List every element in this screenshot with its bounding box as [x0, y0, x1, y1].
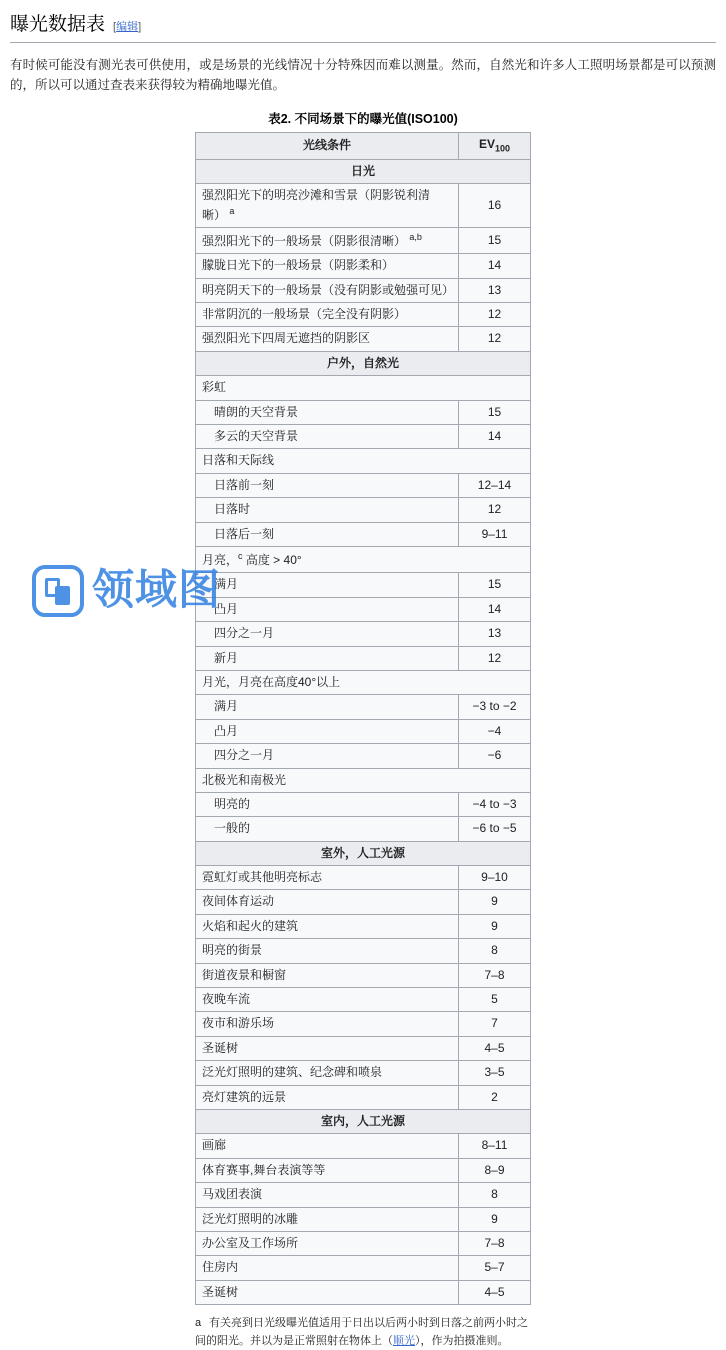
condition-cell	[196, 817, 459, 841]
condition-cell	[196, 792, 459, 816]
ev-value-cell: 8	[458, 1183, 530, 1207]
footnote-text-pre: 有关亮到日光级曝光值适用于日出以后两小时到日落之前两小时之间的阳光。并以为是正常照射在物体上（	[195, 1317, 528, 1347]
table-group-header	[196, 841, 531, 865]
table-row	[196, 914, 531, 938]
condition-cell	[196, 866, 459, 890]
table-row	[196, 1134, 531, 1158]
footnote-mark: a	[195, 1317, 202, 1330]
ev-value-cell: 9–11	[458, 522, 530, 546]
condition-cell	[196, 988, 459, 1012]
row-label: 月亮，	[202, 552, 239, 567]
condition-cell	[196, 1280, 459, 1304]
condition-cell	[196, 278, 459, 302]
row-label: 住房内	[202, 1260, 239, 1275]
table-subgroup-header	[196, 376, 531, 400]
ev-value-cell: 13	[458, 622, 530, 646]
row-label: 体育赛事,舞台表演等等	[202, 1162, 326, 1177]
condition-cell	[196, 1158, 459, 1182]
condition-cell	[196, 939, 459, 963]
ev-value-cell: 8	[458, 939, 530, 963]
row-label: 强烈阳光下的一般场景（阴影很清晰）	[202, 233, 407, 248]
condition-cell	[196, 1134, 459, 1158]
table-row	[196, 622, 531, 646]
row-label: 一般的	[214, 821, 251, 836]
row-label: 圣诞树	[202, 1284, 239, 1299]
condition-cell	[196, 327, 459, 351]
table-row	[196, 744, 531, 768]
row-label: 月光，月亮在高度40°以上	[202, 674, 341, 689]
footnote-marker: a,b	[409, 231, 422, 242]
footnote-item	[195, 1315, 531, 1350]
condition-cell	[196, 400, 459, 424]
column-header-ev	[458, 133, 530, 159]
table-row	[196, 425, 531, 449]
table-row	[196, 498, 531, 522]
table-row	[196, 1036, 531, 1060]
ev-value-cell: 12–14	[458, 473, 530, 497]
table-row	[196, 184, 531, 228]
ev-value-cell: 9–10	[458, 866, 530, 890]
table-row	[196, 817, 531, 841]
condition-cell	[196, 254, 459, 278]
row-label: 夜晚车流	[202, 992, 251, 1007]
condition-cell	[196, 498, 459, 522]
table-header-row	[196, 133, 531, 159]
ev-value-cell: 7–8	[458, 1231, 530, 1255]
condition-cell	[196, 1183, 459, 1207]
table-row	[196, 695, 531, 719]
table-row	[196, 254, 531, 278]
table-row	[196, 646, 531, 670]
ev-value-cell: 16	[458, 184, 530, 228]
table-row	[196, 303, 531, 327]
table-row	[196, 351, 531, 375]
ev-value-cell: 12	[458, 303, 530, 327]
row-label: 夜间体育运动	[202, 894, 275, 909]
ev-value-cell: 2	[458, 1085, 530, 1109]
row-label: 凸月	[214, 601, 239, 616]
table-subgroup-header	[196, 768, 531, 792]
table-row	[196, 522, 531, 546]
table-row	[196, 1280, 531, 1304]
table-row	[196, 841, 531, 865]
row-label: 凸月	[214, 723, 239, 738]
row-label: 非常阴沉的一般场景（完全没有阴影）	[202, 307, 407, 322]
table-row	[196, 1061, 531, 1085]
ev-value-cell: 9	[458, 1207, 530, 1231]
row-label: 日落后一刻	[214, 526, 275, 541]
row-label: 办公室及工作场所	[202, 1235, 299, 1250]
condition-cell	[196, 914, 459, 938]
table-row	[196, 227, 531, 253]
row-label: 日落和天际线	[202, 453, 275, 468]
condition-cell	[196, 425, 459, 449]
row-label: 街道夜景和橱窗	[202, 967, 287, 982]
row-label: 圣诞树	[202, 1040, 239, 1055]
condition-cell	[196, 1085, 459, 1109]
table-group-header	[196, 351, 531, 375]
table-row	[196, 449, 531, 473]
edit-bracket-close: ]	[138, 21, 142, 33]
condition-cell	[196, 473, 459, 497]
edit-section-link[interactable]: 编辑	[116, 21, 139, 33]
table-row	[196, 327, 531, 351]
condition-cell	[196, 227, 459, 253]
condition-cell	[196, 522, 459, 546]
table-row	[196, 159, 531, 183]
row-label: 户外，自然光	[326, 355, 399, 370]
condition-cell	[196, 622, 459, 646]
edit-section-link-wrap	[113, 17, 141, 35]
row-label: 火焰和起火的建筑	[202, 918, 299, 933]
condition-cell	[196, 1061, 459, 1085]
table-row	[196, 546, 531, 572]
table-row	[196, 400, 531, 424]
condition-cell	[196, 1231, 459, 1255]
condition-cell	[196, 597, 459, 621]
table-row	[196, 939, 531, 963]
table-row	[196, 597, 531, 621]
page-title: 曝光数据表	[10, 14, 106, 35]
condition-cell	[196, 744, 459, 768]
ev-value-cell: −6 to −5	[458, 817, 530, 841]
condition-cell	[196, 719, 459, 743]
row-label: 满月	[214, 577, 239, 592]
row-label: 泛光灯照明的冰雕	[202, 1211, 299, 1226]
ev-value-cell: 8–11	[458, 1134, 530, 1158]
table-group-header	[196, 159, 531, 183]
row-label: 亮灯建筑的远景	[202, 1089, 287, 1104]
condition-cell	[196, 1036, 459, 1060]
table-group-header	[196, 1109, 531, 1133]
row-label: 彩虹	[202, 380, 227, 395]
column-header-condition: 光线条件	[196, 133, 459, 159]
ev-value-cell: 7–8	[458, 963, 530, 987]
table-row	[196, 376, 531, 400]
ev-value-cell: 15	[458, 227, 530, 253]
table-row	[196, 792, 531, 816]
row-label: 满月	[214, 699, 239, 714]
row-label: 明亮阴天下的一般场景（没有阴影或勉强可见）	[202, 282, 455, 297]
row-label: 强烈阳光下四周无遮挡的阴影区	[202, 331, 371, 346]
table-row	[196, 963, 531, 987]
table-subgroup-header	[196, 670, 531, 694]
ev-value-cell: −4	[458, 719, 530, 743]
table-row	[196, 1085, 531, 1109]
condition-cell	[196, 963, 459, 987]
edit-bracket-open: [	[113, 21, 117, 33]
row-label: 朦胧日光下的一般场景（阴影柔和）	[202, 258, 395, 273]
table-body	[196, 159, 531, 1304]
table-row	[196, 866, 531, 890]
table-row	[196, 890, 531, 914]
condition-cell	[196, 184, 459, 228]
row-label: 晴朗的天空背景	[214, 404, 299, 419]
table-row	[196, 1256, 531, 1280]
row-label: 日落时	[214, 502, 251, 517]
row-label: 马戏团表演	[202, 1187, 263, 1202]
footnote-link[interactable]: 顺光	[393, 1334, 415, 1347]
table-row	[196, 1109, 531, 1133]
table-row	[196, 1231, 531, 1255]
ev-value-cell: 15	[458, 573, 530, 597]
row-label: 霓虹灯或其他明亮标志	[202, 870, 323, 885]
row-label: 新月	[214, 650, 239, 665]
ev-value-cell: 13	[458, 278, 530, 302]
table-row	[196, 1183, 531, 1207]
table-row	[196, 670, 531, 694]
column-header-ev-text: EV	[478, 137, 495, 152]
table-subgroup-header	[196, 546, 531, 572]
row-label: 泛光灯照明的建筑、纪念碑和喷泉	[202, 1065, 383, 1080]
condition-cell	[196, 573, 459, 597]
ev-value-cell: 12	[458, 498, 530, 522]
ev-value-cell: 5–7	[458, 1256, 530, 1280]
ev-value-cell: 15	[458, 400, 530, 424]
table-row	[196, 719, 531, 743]
footnote-text-post: ），作为拍摄准则。	[415, 1334, 509, 1347]
condition-cell	[196, 1012, 459, 1036]
table-row	[196, 473, 531, 497]
ev-value-cell: 14	[458, 425, 530, 449]
ev-value-cell: 9	[458, 890, 530, 914]
row-label: 画廊	[202, 1138, 227, 1153]
condition-cell	[196, 303, 459, 327]
column-header-ev-subscript: 100	[494, 143, 511, 154]
ev-value-cell: −3 to −2	[458, 695, 530, 719]
ev-value-cell: 14	[458, 254, 530, 278]
table-head	[196, 133, 531, 159]
table-row	[196, 768, 531, 792]
table-row	[196, 988, 531, 1012]
ev-value-cell: 7	[458, 1012, 530, 1036]
condition-cell	[196, 890, 459, 914]
row-label: 夜市和游乐场	[202, 1016, 275, 1031]
condition-cell	[196, 1207, 459, 1231]
ev-value-cell: 12	[458, 327, 530, 351]
footnote-marker: c	[238, 550, 243, 561]
row-label: 强烈阳光下的明亮沙滩和雪景（阴影锐利清晰）	[202, 188, 431, 222]
ev-value-cell: 12	[458, 646, 530, 670]
row-label: 四分之一月	[214, 626, 275, 641]
intro-paragraph: 有时候可能没有测光表可供使用，或是场景的光线情况十分特殊因而难以测量。然而，自然光和许多人工照明场景都是可以预测的，所以可以通过查表来获得较为精确地曝光值。	[10, 57, 716, 93]
footnotes-list	[195, 1315, 531, 1350]
ev-value-cell: 9	[458, 914, 530, 938]
row-label: 四分之一月	[214, 748, 275, 763]
table-container	[10, 109, 716, 1350]
table-caption: 表2. 不同场景下的曝光值(ISO100)	[268, 112, 458, 127]
table-row	[196, 573, 531, 597]
exposure-value-table	[195, 132, 531, 1305]
footnote-marker: a	[229, 205, 235, 216]
row-label: 室内，人工光源	[320, 1113, 405, 1128]
condition-cell	[196, 695, 459, 719]
row-label: 日落前一刻	[214, 477, 275, 492]
row-label-tail: 高度 > 40°	[242, 552, 302, 567]
table-row	[196, 278, 531, 302]
ev-value-cell: 8–9	[458, 1158, 530, 1182]
ev-value-cell: 3–5	[458, 1061, 530, 1085]
row-label: 日光	[350, 163, 375, 178]
condition-cell	[196, 646, 459, 670]
watermark-text: 领域图	[92, 568, 222, 614]
table-row	[196, 1207, 531, 1231]
row-label: 室外，人工光源	[320, 845, 405, 860]
section-header	[10, 14, 716, 43]
ev-value-cell: 4–5	[458, 1280, 530, 1304]
ev-value-cell: −4 to −3	[458, 792, 530, 816]
ev-value-cell: −6	[458, 744, 530, 768]
table-row	[196, 1012, 531, 1036]
row-label: 多云的天空背景	[214, 429, 299, 444]
condition-cell	[196, 1256, 459, 1280]
row-label: 明亮的	[214, 796, 251, 811]
table-row	[196, 1158, 531, 1182]
table-subgroup-header	[196, 449, 531, 473]
row-label: 北极光和南极光	[202, 772, 287, 787]
ev-value-cell: 5	[458, 988, 530, 1012]
ev-value-cell: 14	[458, 597, 530, 621]
row-label: 明亮的街景	[202, 943, 263, 958]
ev-value-cell: 4–5	[458, 1036, 530, 1060]
